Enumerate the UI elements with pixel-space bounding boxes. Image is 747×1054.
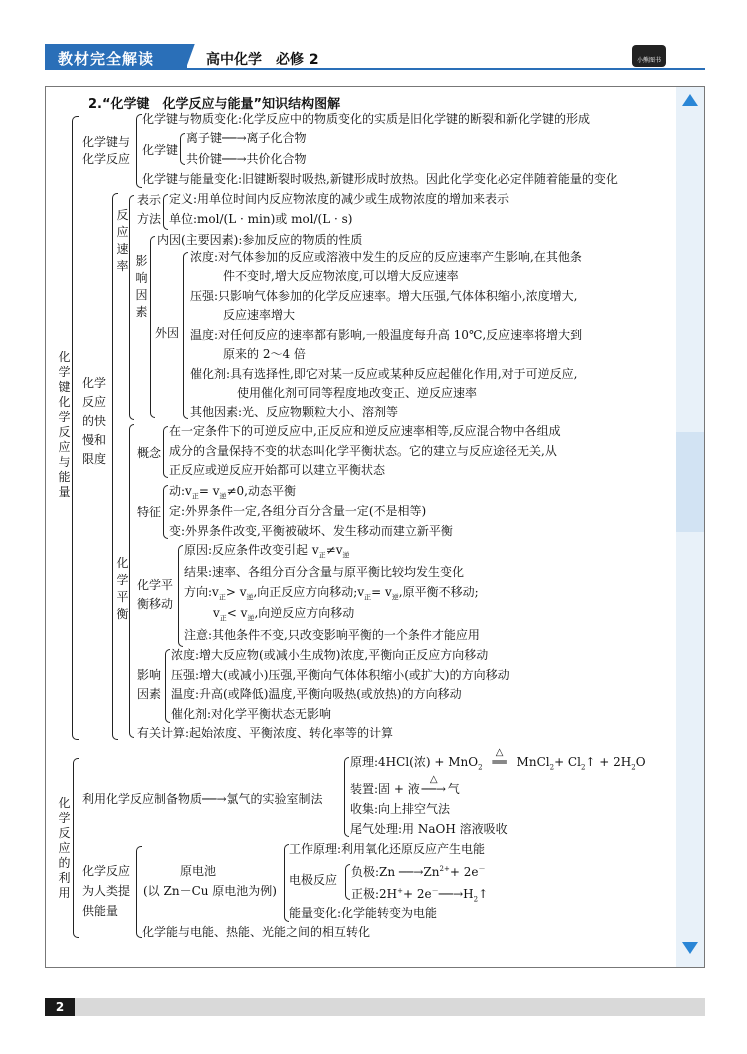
shift-direction-2: $v_正< v_逆$,向逆反应方向移动 <box>213 606 355 623</box>
root-label-bond-energy: 化学键 化学反应与能量 <box>58 350 83 499</box>
chlorine-collect: 收集:向上排空气法 <box>350 802 451 816</box>
equilibrium-label: 化学平衡 <box>116 556 129 621</box>
bracket-equilibrium <box>129 424 134 738</box>
energy-label-1: 化学反应 <box>82 864 131 878</box>
shift-label-1: 化学平 <box>137 578 174 592</box>
footer-bar <box>45 998 705 1016</box>
scroll-up-arrow-icon[interactable] <box>682 94 698 106</box>
scrollbar-thumb[interactable] <box>676 432 704 532</box>
concept-line-3: 正反应或逆反应开始都可以建立平衡状态 <box>169 463 386 477</box>
cat-effect-1: 催化剂:具有选择性,即它对某一反应或某种反应起催化作用,对于可逆反应, <box>190 367 578 381</box>
factors-label: 影响因素 <box>135 254 148 319</box>
chlorine-principle: 原理:4HCl(浓) + MnO$_2$ △ ══ MnCl$_2$+ $Cl_2↑ + 2H_2O$ <box>350 747 646 772</box>
negative-electrode: 负极:Zn $──\to Zn^{2+}+ 2e^-$ <box>351 865 486 879</box>
internal-factor: 内因(主要因素):参加反应的物质的性质 <box>157 233 363 247</box>
galvanic-cell-example: (以 Zn－Cu 原电池为例) <box>143 884 277 898</box>
equilibrium-calc: 有关计算:起始浓度、平衡浓度、转化率等的计算 <box>137 726 394 740</box>
rate-definition: 定义:用单位时间内反应物浓度的减少或生成物浓度的增加来表示 <box>169 192 510 206</box>
feature-label: 特征 <box>137 505 162 519</box>
covalent-bond: 共价键──→共价化合物 <box>186 152 307 166</box>
external-label: 外因 <box>155 326 180 340</box>
rate-label: 反应速率 <box>116 208 129 273</box>
bracket-rate <box>129 195 134 420</box>
method-label-1: 表示 <box>137 193 162 207</box>
rate-unit: 单位:mol/(L · min)或 mol/(L · s) <box>169 212 353 226</box>
galvanic-cell: 原电池 <box>180 864 217 878</box>
scroll-down-arrow-icon[interactable] <box>682 942 698 954</box>
bracket-chlorine <box>344 757 349 837</box>
press-effect-2: 反应速率增大 <box>223 308 296 322</box>
method-label-2: 方法 <box>137 212 162 226</box>
bracket-electrode <box>345 864 350 900</box>
influence-press: 压强:增大(或减小)压强,平衡向气体体积缩小(或扩大)的方向移动 <box>171 668 510 682</box>
concept-line-1: 在一定条件下的可逆反应中,正反应和逆反应速率相等,反应混合物中各组成 <box>169 424 561 438</box>
shift-direction-1: 方向$:v_正> v_逆$,向正反应方向移动$;v_正= v_逆$,原平衡不移动; <box>184 585 479 602</box>
feature-change: 变:外界条件改变,平衡被破坏、发生移动而建立新平衡 <box>169 524 453 538</box>
cell-energy-change: 能量变化:化学能转变为电能 <box>289 906 438 920</box>
bond-label-2: 化学反应 <box>82 152 131 166</box>
bracket-utilization <box>73 758 79 938</box>
conc-effect-1: 浓度:对气体参加的反应或溶液中发生的反应的反应速率产生影响,在其他条 <box>190 250 582 264</box>
energy-label-3: 供能量 <box>82 904 119 918</box>
book-subject: 高中化学 必修 2 <box>206 52 319 68</box>
cat-effect-2: 使用催化剂可同等程度地改变正、逆反应速率 <box>237 386 478 400</box>
bracket-method <box>163 194 168 230</box>
bracket-concept <box>163 426 168 478</box>
ionic-bond: 离子键──→离子化合物 <box>186 131 307 145</box>
positive-electrode: 正极:2H++ $2e^-──\to H_2↑$ <box>351 887 489 904</box>
bond-energy-change: 化学键与能量变化:旧键断裂时吸热,新键形成时放热。因此化学变化必定伴随着能量的变化 <box>142 172 618 186</box>
bracket-external <box>183 252 188 419</box>
influence-conc: 浓度:增大反应物(或减小生成物)浓度,平衡向正反应方向移动 <box>171 648 489 662</box>
conc-effect-2: 件不变时,增大反应物浓度,可以增大反应速率 <box>223 269 459 283</box>
energy-label-2: 为人类提 <box>82 884 131 898</box>
influence-label-1: 影响 <box>137 668 162 682</box>
book-brand: 教材完全解读 <box>58 50 155 68</box>
concept-label: 概念 <box>137 446 162 460</box>
bracket-root <box>72 116 79 740</box>
energy-conversion: 化学能与电能、热能、光能之间的相互转化 <box>142 925 371 939</box>
influence-temp: 温度:升高(或降低)温度,平衡向吸热(或放热)的方向移动 <box>171 687 462 701</box>
bracket-shift <box>178 545 183 647</box>
electrode-label: 电极反应 <box>289 873 338 887</box>
shift-cause: 原因:反应条件改变引起 $v_正\ne v_逆$ <box>184 543 350 560</box>
influence-catalyst: 催化剂:对化学平衡状态无影响 <box>171 707 332 721</box>
temp-effect-1: 温度:对任何反应的速率都有影响,一般温度每升高 10℃,反应速率将增大到 <box>190 328 583 342</box>
bracket-influence <box>165 649 170 723</box>
feature-fixed: 定:外界条件一定,各组分百分含量一定(不是相等) <box>169 504 427 518</box>
chlorine-device: 装置:固 + 液 △ ──→ 气 <box>350 774 460 796</box>
influence-label-2: 因素 <box>137 687 162 701</box>
cell-principle: 工作原理:利用氧化还原反应产生电能 <box>289 842 486 856</box>
shift-result: 结果:速率、各组分百分含量与原平衡比较均发生变化 <box>184 565 465 579</box>
root-label-utilization: 化学反应的利用 <box>58 796 71 900</box>
bracket-feature <box>163 485 168 539</box>
shift-label-2: 衡移动 <box>137 597 174 611</box>
press-effect-1: 压强:只影响气体参加的化学反应速率。增大压强,气体体积缩小,浓度增大, <box>190 289 578 303</box>
bracket-rate-limit <box>112 193 118 740</box>
temp-effect-2: 原来的 2～4 倍 <box>223 347 306 361</box>
concept-line-2: 成分的含量保持不变的状态叫化学平衡状态。它的建立与反应途径无关,从 <box>169 444 557 458</box>
chlorine-prep: 利用化学反应制备物质──→氯气的实验室制法 <box>82 792 323 806</box>
bracket-bond-types <box>180 133 185 165</box>
section-title: 2.“化学键 化学反应与能量”知识结构图解 <box>88 97 341 112</box>
page-number: 2 <box>45 998 75 1016</box>
chlorine-tail-gas: 尾气处理:用 NaOH 溶液吸收 <box>350 822 508 836</box>
shift-note: 注意:其他条件不变,只改变影响平衡的一个条件才能应用 <box>184 628 480 642</box>
publisher-logo: 小熊图书 <box>632 45 666 67</box>
other-factors: 其他因素:光、反应物颗粒大小、溶剂等 <box>190 405 399 419</box>
bond-matter-change: 化学键与物质变化:化学反应中的物质变化的实质是旧化学键的断裂和新化学键的形成 <box>142 112 591 126</box>
feature-dynamic: 动$:v_正= v_逆\ne 0$,动态平衡 <box>169 484 296 501</box>
bond-label-1: 化学键与 <box>82 135 131 149</box>
rate-limit-label: 化学反应的快慢和限度 <box>82 376 107 466</box>
bond-sub-label: 化学键 <box>142 143 179 157</box>
